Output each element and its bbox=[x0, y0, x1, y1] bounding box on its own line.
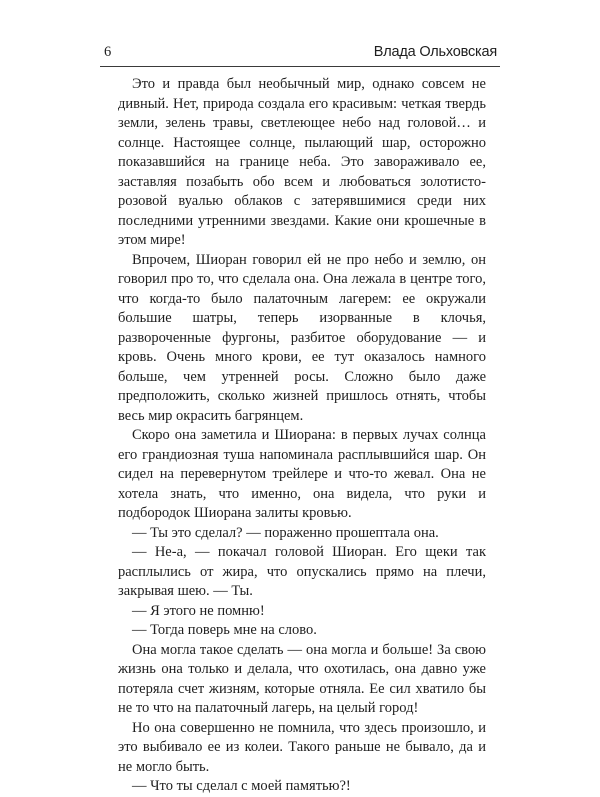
dialogue-line: — Ты это сделал? — пораженно прошептала она. bbox=[132, 524, 439, 541]
running-header-author: Влада Ольховская bbox=[373, 44, 497, 60]
paragraph: Скоро она заметила и Шиорана: в первых лучах солнца его грандиозная туша напоминала расплывшийся шар. Он сидел на перевернутом трейлере и что-то жевал. Она не хотела знать, что именно, она видела, что руки и подбородок Шиорана залиты кровью. bbox=[118, 427, 486, 521]
dialogue-line: — Я этого не помню! bbox=[132, 602, 265, 619]
paragraph: Впрочем, Шиоран говорил ей не про небо и землю, он говорил про то, что сделала она. Она лежала в центре того, что когда-то было палаточным лагерем: ее окружали большие шатры, теперь изорванные в клочья, развороченные фургоны, разбитое оборудование — и кровь. Очень много крови, ее тут оказалось намного больше, чем утренней росы. Сложно было даже предположить, сколько жизней пришлось отнять, чтобы весь мир окрасить багрянцем. bbox=[118, 251, 486, 424]
dialogue-line: — Что ты сделал с моей памятью?! bbox=[132, 778, 351, 794]
page-number: 6 bbox=[104, 44, 112, 60]
paragraph: Это и правда был необычный мир, однако совсем не дивный. Нет, природа создала его красивым: четкая твердь земли, зелень травы, светлеющее небо над головой… и солнце. Настоящее солнце, пылающий шар, осторожно показавшийся на границе неба. Это завораживало ее, заставляя позабыть обо всем и любоваться золотисто-розовой вуалью облаков с затерявшимися среди них последними утренними звездами. Какие они крошечные в этом мире! bbox=[118, 76, 486, 248]
body-text bbox=[118, 75, 486, 797]
header-rule bbox=[100, 66, 500, 67]
dialogue-line: — Не-а, — покачал головой Шиоран. Его щеки так расплылись от жира, что опускались прямо на плечи, закрывая шею. — Ты. bbox=[118, 544, 486, 599]
dialogue-line: — Тогда поверь мне на слово. bbox=[132, 622, 317, 638]
paragraph: Она могла такое сделать — она могла и больше! За свою жизнь она только и делала, что охотилась, она давно уже потеряла счет жизням, которые отняла. Ее сил хватило бы не то что на палаточный лагерь, на целый город! bbox=[118, 641, 486, 716]
paragraph: Но она совершенно не помнила, что здесь произошло, и это выбивало ее из колеи. Такого раньше не бывало, да и не могло быть. bbox=[118, 719, 486, 775]
